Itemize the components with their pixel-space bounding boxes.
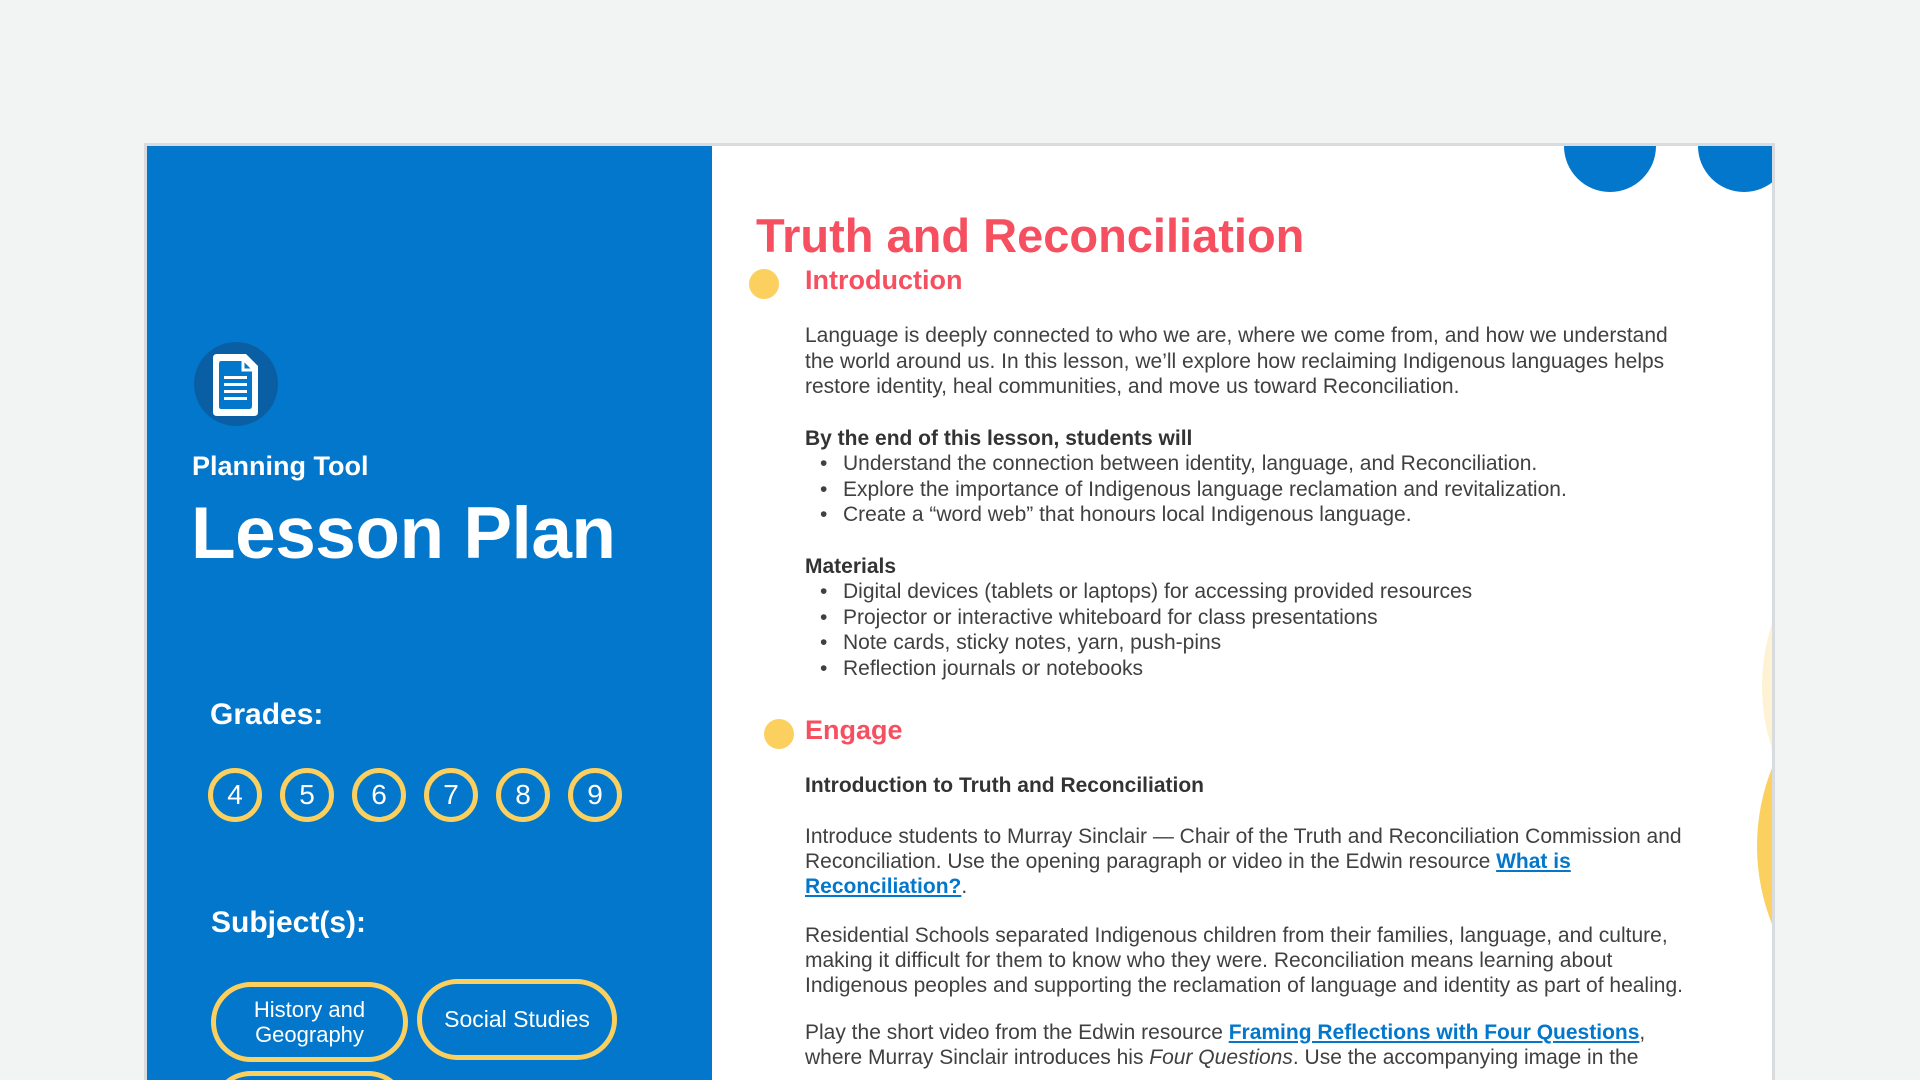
grades-label: Grades: bbox=[210, 698, 324, 731]
subjects-label: Subject(s): bbox=[211, 906, 367, 939]
list-item: • Explore the importance of Indigenous language reclamation and revitalization. bbox=[805, 477, 1700, 503]
engage-paragraph-1: Introduce students to Murray Sinclair — Chair of the Truth and Reconciliation Commission and Reconciliation. Use the opening paragraph or video in the Edwin resource What is Reconciliation?. bbox=[805, 824, 1682, 898]
list-item: • Digital devices (tablets or laptops) for accessing provided resources bbox=[805, 579, 1700, 605]
list-item: • Reflection journals or notebooks bbox=[805, 656, 1700, 682]
materials-list bbox=[805, 579, 1700, 681]
list-item: • Note cards, sticky notes, yarn, push-pins bbox=[805, 630, 1700, 656]
sidebar bbox=[147, 146, 712, 1080]
engage-heading: Engage bbox=[805, 715, 903, 745]
engage-subheading: Introduction to Truth and Reconciliation bbox=[805, 774, 1204, 797]
grade-badge: 5 bbox=[280, 768, 334, 822]
grade-badge: 9 bbox=[568, 768, 622, 822]
subject-pill bbox=[417, 979, 617, 1060]
decorative-circle bbox=[1698, 146, 1772, 192]
main-content bbox=[712, 146, 1772, 1080]
materials-heading: Materials bbox=[805, 554, 897, 578]
document-icon bbox=[192, 340, 280, 428]
list-item: • Projector or interactive whiteboard for class presentations bbox=[805, 605, 1700, 631]
objectives-list bbox=[805, 451, 1700, 528]
grade-badge: 4 bbox=[208, 768, 262, 822]
engage-paragraph-3: Play the short video from the Edwin resource Framing Reflections with Four Questions, where Murray Sinclair introduces his Four Questions. Use the accompanying image in the bbox=[805, 1020, 1646, 1069]
objectives-heading: By the end of this lesson, students will bbox=[805, 426, 1193, 450]
section-bullet-dot bbox=[749, 269, 779, 299]
introduction-body bbox=[805, 323, 1700, 681]
engage-body bbox=[805, 773, 1710, 1070]
framing-reflections-link[interactable]: Framing Reflections with Four Questions bbox=[1228, 1020, 1640, 1044]
what-is-reconciliation-link[interactable]: What is Reconciliation? bbox=[805, 849, 1571, 898]
subject-pill-partial bbox=[211, 1071, 408, 1080]
grade-list bbox=[208, 768, 622, 822]
subject-label: Social Studies bbox=[444, 1006, 590, 1032]
planning-tool-label: Planning Tool bbox=[192, 451, 369, 481]
grade-badge: 7 bbox=[424, 768, 478, 822]
lesson-plan-card bbox=[144, 143, 1775, 1080]
lesson-plan-title: Lesson Plan bbox=[191, 493, 616, 574]
grade-badge: 6 bbox=[352, 768, 406, 822]
subject-pill bbox=[211, 982, 408, 1062]
list-item: • Create a “word web” that honours local Indigenous language. bbox=[805, 502, 1700, 528]
introduction-paragraph: Language is deeply connected to who we are, where we come from, and how we understand the world around us. In this lesson, we’ll explore how reclaiming Indigenous languages helps restore identity, heal communities, and move us toward Reconciliation. bbox=[805, 324, 1668, 398]
subject-label: History and Geography bbox=[253, 997, 366, 1047]
introduction-heading: Introduction bbox=[805, 265, 963, 295]
grade-badge: 8 bbox=[496, 768, 550, 822]
page-title: Truth and Reconciliation bbox=[756, 209, 1305, 262]
decorative-circle bbox=[1564, 146, 1656, 192]
list-item: • Understand the connection between identity, language, and Reconciliation. bbox=[805, 451, 1700, 477]
engage-paragraph-2: Residential Schools separated Indigenous children from their families, language, and culture, making it difficult for them to know who they were. Reconciliation means learning about Indigenous peoples and supporting the reclamation of language and identity as part of healing. bbox=[805, 923, 1683, 997]
section-bullet-dot bbox=[764, 719, 794, 749]
